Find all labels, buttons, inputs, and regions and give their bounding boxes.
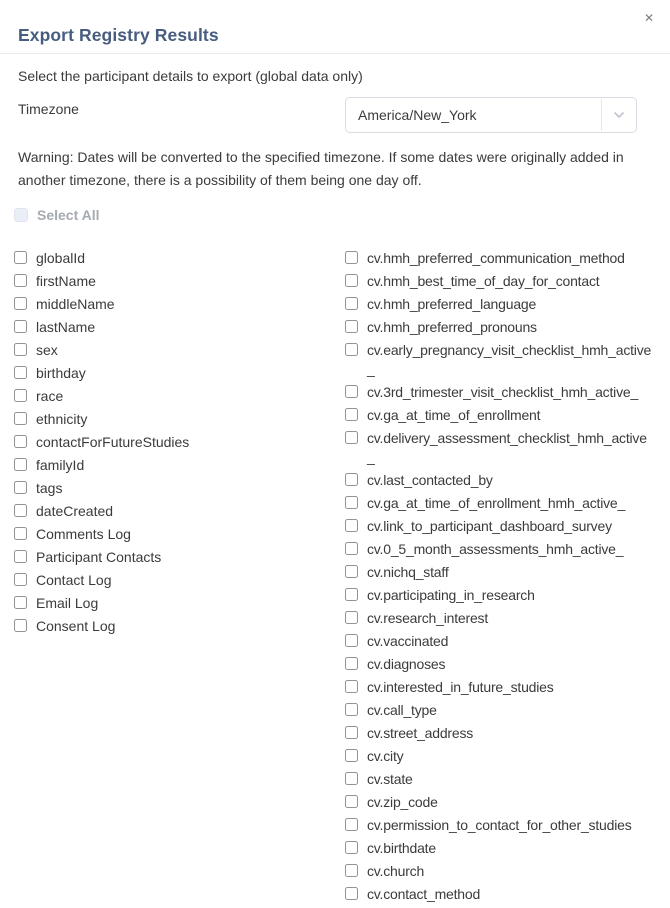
field-label: cv.last_contacted_by — [367, 472, 493, 488]
field-checkbox-row[interactable] — [345, 678, 652, 697]
field-checkbox-row[interactable] — [345, 586, 652, 605]
checkbox[interactable] — [345, 726, 358, 739]
checkbox[interactable] — [345, 473, 358, 486]
field-label: cv.permission_to_contact_for_other_studies — [367, 817, 632, 833]
field-checkbox-row[interactable] — [345, 816, 652, 835]
field-label: Contact Log — [36, 572, 112, 588]
checkbox[interactable] — [345, 408, 358, 421]
checkbox[interactable] — [345, 274, 358, 287]
checkbox[interactable] — [345, 542, 358, 555]
chevron-down-icon — [602, 108, 636, 122]
field-label: cv.city — [367, 748, 404, 764]
checkbox[interactable] — [345, 703, 358, 716]
field-label: birthday — [36, 365, 86, 381]
checkbox[interactable] — [14, 435, 27, 448]
checkbox[interactable] — [345, 385, 358, 398]
field-label: Comments Log — [36, 526, 131, 542]
field-checkbox-row[interactable] — [345, 471, 652, 490]
field-checkbox-row[interactable] — [14, 502, 345, 521]
field-label: cv.research_interest — [367, 610, 489, 626]
field-label: Email Log — [36, 595, 99, 611]
checkbox[interactable] — [345, 887, 358, 900]
dialog-header — [0, 0, 670, 54]
select-all-checkbox[interactable] — [14, 208, 28, 222]
field-checkbox-row[interactable] — [345, 249, 652, 268]
field-label: cv.state — [367, 771, 413, 787]
field-checkbox-row[interactable] — [14, 571, 345, 590]
checkbox[interactable] — [345, 519, 358, 532]
field-label: lastName — [36, 319, 96, 335]
field-checkbox-row[interactable] — [345, 429, 652, 467]
field-label: sex — [36, 342, 58, 358]
field-checkbox-row[interactable] — [14, 548, 345, 567]
field-checkbox-row[interactable] — [14, 387, 345, 406]
field-label: cv.hmh_best_time_of_day_for_contact — [367, 273, 600, 289]
field-list-right — [345, 249, 652, 908]
checkbox[interactable] — [345, 864, 358, 877]
field-checkbox-row[interactable] — [14, 364, 345, 383]
checkbox[interactable] — [345, 431, 358, 444]
field-checkbox-row[interactable] — [345, 341, 652, 379]
field-label: familyId — [36, 457, 85, 473]
checkbox[interactable] — [14, 619, 27, 632]
field-label: cv.street_address — [367, 725, 474, 741]
field-label: Consent Log — [36, 618, 116, 634]
field-checkbox-row[interactable] — [345, 747, 652, 766]
checkbox[interactable] — [345, 297, 358, 310]
field-label: cv.call_type — [367, 702, 437, 718]
checkbox[interactable] — [14, 458, 27, 471]
field-checkbox-row[interactable] — [14, 525, 345, 544]
field-checkbox-row[interactable] — [345, 885, 652, 904]
select-all-row[interactable] — [0, 207, 670, 223]
checkbox[interactable] — [345, 343, 358, 356]
field-checkbox-row[interactable] — [345, 494, 652, 513]
field-label: cv.0_5_month_assessments_hmh_active_ — [367, 541, 624, 557]
field-label: firstName — [36, 273, 96, 289]
field-checkbox-row[interactable] — [345, 862, 652, 881]
checkbox[interactable] — [14, 481, 27, 494]
field-label: cv.birthdate — [367, 840, 436, 856]
field-label: cv.church — [367, 863, 425, 879]
field-label: cv.vaccinated — [367, 633, 449, 649]
checkbox[interactable] — [14, 274, 27, 287]
checkbox[interactable] — [14, 297, 27, 310]
field-checkbox-row[interactable] — [14, 479, 345, 498]
field-label: cv.ga_at_time_of_enrollment — [367, 407, 541, 423]
field-label: cv.hmh_preferred_language — [367, 296, 537, 312]
page-title: Export Registry Results — [18, 25, 219, 45]
field-checkbox-row[interactable] — [345, 793, 652, 812]
close-icon[interactable]: ✕ — [640, 8, 658, 28]
checkbox[interactable] — [345, 496, 358, 509]
field-label: ethnicity — [36, 411, 88, 427]
field-checkbox-row[interactable] — [14, 295, 345, 314]
field-checkbox-row[interactable] — [345, 540, 652, 559]
field-checkbox-row[interactable] — [345, 563, 652, 582]
field-label: cv.interested_in_future_studies — [367, 679, 554, 695]
field-checkbox-row[interactable] — [14, 594, 345, 613]
field-label: cv.participating_in_research — [367, 587, 535, 603]
field-checkbox-row[interactable] — [345, 517, 652, 536]
checkbox[interactable] — [345, 588, 358, 601]
field-label: middleName — [36, 296, 115, 312]
field-label: cv.link_to_participant_dashboard_survey — [367, 518, 612, 534]
checkbox[interactable] — [345, 680, 358, 693]
checkbox[interactable] — [14, 504, 27, 517]
field-label: cv.delivery_assessment_checklist_hmh_active_ — [367, 430, 647, 465]
field-label: cv.contact_method — [367, 886, 481, 902]
field-checkbox-row[interactable] — [14, 341, 345, 360]
field-label: cv.nichq_staff — [367, 564, 449, 580]
checkbox[interactable] — [345, 657, 358, 670]
field-label: cv.early_pregnancy_visit_checklist_hmh_active_ — [367, 342, 652, 377]
checkbox[interactable] — [345, 818, 358, 831]
checkbox[interactable] — [14, 343, 27, 356]
field-checkbox-row[interactable] — [345, 609, 652, 628]
select-all-label: Select All — [37, 207, 100, 223]
checkbox[interactable] — [14, 573, 27, 586]
field-checkbox-row[interactable] — [14, 456, 345, 475]
checkbox[interactable] — [14, 596, 27, 609]
field-columns — [0, 249, 670, 908]
field-checkbox-row[interactable] — [14, 272, 345, 291]
field-checkbox-row[interactable] — [14, 433, 345, 452]
checkbox[interactable] — [345, 565, 358, 578]
field-checkbox-row[interactable] — [345, 724, 652, 743]
field-label: Participant Contacts — [36, 549, 162, 565]
field-label: cv.hmh_preferred_pronouns — [367, 319, 537, 335]
field-checkbox-row[interactable] — [345, 406, 652, 425]
checkbox[interactable] — [14, 550, 27, 563]
dialog-subtitle: Select the participant details to export (global data only) — [18, 68, 363, 84]
checkbox[interactable] — [345, 841, 358, 854]
checkbox[interactable] — [345, 795, 358, 808]
field-label: contactForFutureStudies — [36, 434, 190, 450]
timezone-selected-value: America/New_York — [358, 107, 477, 123]
field-checkbox-row[interactable] — [14, 249, 345, 268]
checkbox[interactable] — [345, 251, 358, 264]
field-label: cv.zip_code — [367, 794, 438, 810]
checkbox[interactable] — [345, 634, 358, 647]
field-checkbox-row[interactable] — [345, 770, 652, 789]
field-checkbox-row[interactable] — [345, 655, 652, 674]
field-checkbox-row[interactable] — [345, 383, 652, 402]
checkbox[interactable] — [14, 251, 27, 264]
field-label: globalId — [36, 250, 86, 266]
checkbox[interactable] — [345, 772, 358, 785]
field-checkbox-row[interactable] — [345, 701, 652, 720]
field-checkbox-row[interactable] — [345, 632, 652, 651]
field-checkbox-row[interactable] — [14, 318, 345, 337]
field-checkbox-row[interactable] — [345, 318, 652, 337]
field-checkbox-row[interactable] — [345, 272, 652, 291]
checkbox[interactable] — [14, 412, 27, 425]
checkbox[interactable] — [14, 320, 27, 333]
checkbox[interactable] — [14, 389, 27, 402]
checkbox[interactable] — [345, 611, 358, 624]
field-label: cv.diagnoses — [367, 656, 446, 672]
field-checkbox-row[interactable] — [345, 839, 652, 858]
field-checkbox-row[interactable] — [14, 617, 345, 636]
timezone-label: Timezone — [18, 101, 79, 117]
field-list-left — [14, 249, 345, 908]
timezone-select[interactable] — [345, 97, 637, 133]
field-checkbox-row[interactable] — [14, 410, 345, 429]
field-label: cv.hmh_preferred_communication_method — [367, 250, 625, 266]
checkbox[interactable] — [345, 749, 358, 762]
checkbox[interactable] — [345, 320, 358, 333]
field-label: cv.3rd_trimester_visit_checklist_hmh_active_ — [367, 384, 639, 400]
field-checkbox-row[interactable] — [345, 295, 652, 314]
checkbox[interactable] — [14, 366, 27, 379]
field-label: race — [36, 388, 64, 404]
field-label: tags — [36, 480, 63, 496]
field-label: cv.ga_at_time_of_enrollment_hmh_active_ — [367, 495, 626, 511]
timezone-warning-text: Warning: Dates will be converted to the specified timezone. If some dates were originally added in another timezone, there is a possibility of them being one day off. — [18, 149, 624, 188]
field-label: dateCreated — [36, 503, 114, 519]
timezone-row — [0, 97, 670, 133]
checkbox[interactable] — [14, 527, 27, 540]
